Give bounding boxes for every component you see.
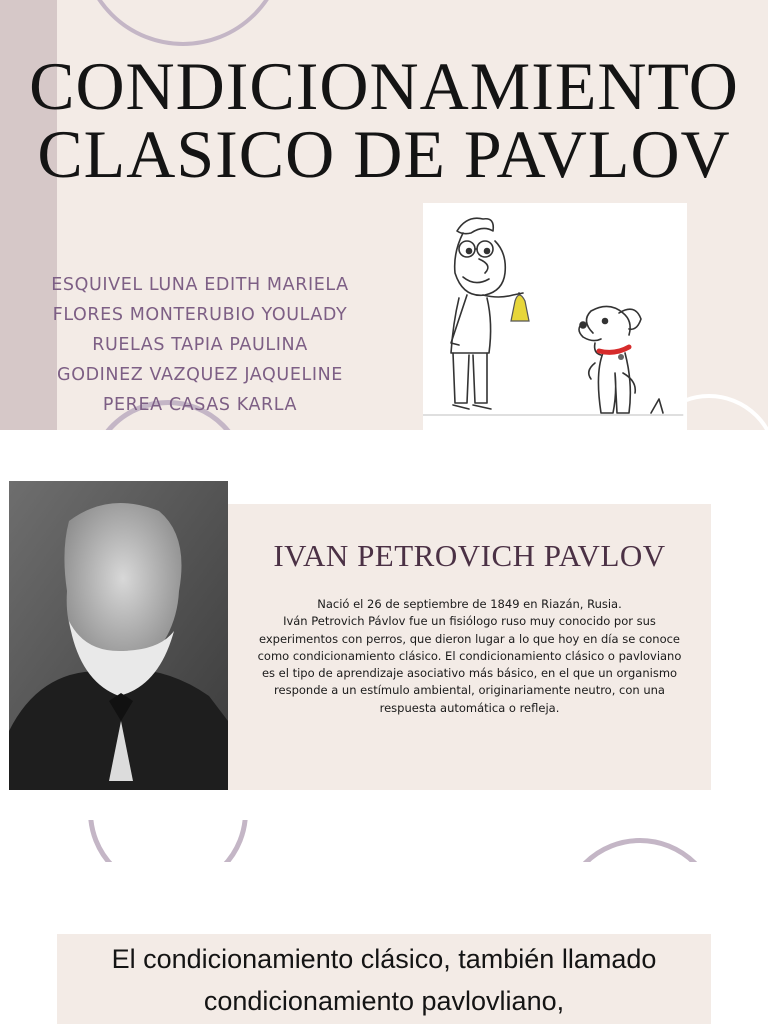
decorative-arcs: [0, 820, 768, 890]
author-name: RUELAS TAPIA PAULINA: [92, 335, 308, 355]
author-name: GODINEZ VAZQUEZ JAQUELINE: [57, 365, 343, 385]
biography-title: IVAN PETROVICH PAVLOV: [273, 538, 666, 573]
portrait-photo: [9, 481, 228, 790]
definition-line-1: El condicionamiento clásico, también llamado: [111, 944, 657, 974]
decorative-circle-top: [80, 0, 286, 46]
page-title: [0, 48, 768, 192]
title-line-2: CLASICO DE PAVLOV: [37, 116, 731, 192]
definition-text: [57, 938, 711, 1022]
author-name: PEREA CASAS KARLA: [102, 395, 298, 415]
arc-mask: [0, 862, 768, 890]
biography-text: [252, 596, 687, 717]
cover-slide: [0, 0, 768, 430]
definition-card: [57, 934, 711, 1024]
pavlov-dog-cartoon: [423, 203, 687, 430]
author-name: FLORES MONTERUBIO YOULADY: [52, 305, 348, 325]
author-list: [20, 270, 380, 420]
cartoon-illustration: [423, 203, 687, 430]
title-line-1: CONDICIONAMIENTO: [29, 48, 739, 124]
pavlov-portrait: [9, 481, 228, 790]
biography-birth: Nació el 26 de septiembre de 1849 en Riazán, Rusia.: [317, 597, 622, 611]
definition-line-2: condicionamiento pavlovliano,: [203, 986, 565, 1016]
biography-description: Iván Petrovich Pávlov fue un fisiólogo ruso muy conocido por sus experimentos con perros, que dieron lugar a lo que hoy en día se conoce como condicionamiento clásico. El condicionamiento clásico o pavloviano es el tipo de aprendizaje asociativo más básico, en el que un organismo responde a un estímulo ambiental, originariamente neutro, con una respuesta automática o refleja.: [257, 614, 682, 715]
biography-card: [228, 504, 711, 790]
author-name: ESQUIVEL LUNA EDITH MARIELA: [51, 275, 349, 295]
